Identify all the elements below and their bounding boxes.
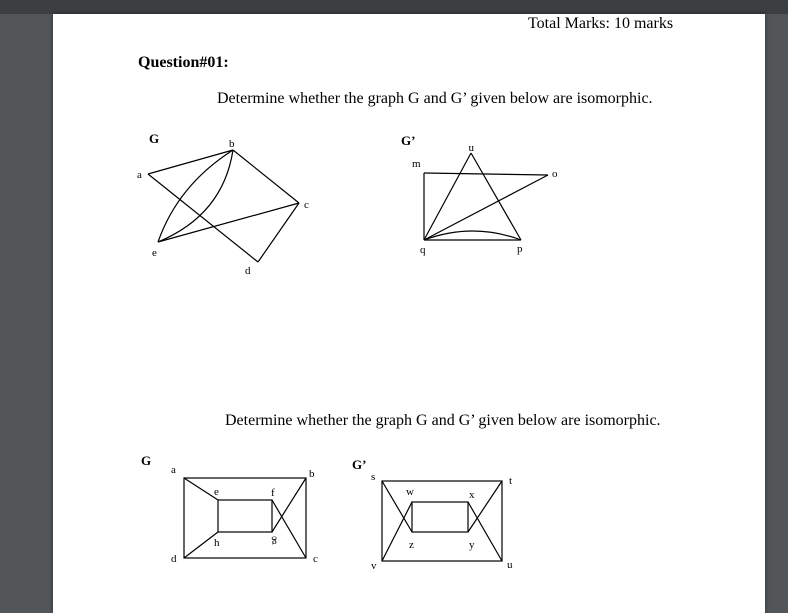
edge-n-p <box>471 153 521 240</box>
edge-v-w <box>382 502 412 561</box>
total-marks: Total Marks: 10 marks <box>528 15 674 32</box>
vertex-label-m: m <box>412 158 421 170</box>
vertex-label-t: t <box>509 475 513 487</box>
graph-title: G’ <box>352 457 367 472</box>
edge-c-d <box>258 203 299 262</box>
graph-title: G <box>141 453 152 468</box>
graph-title: G’ <box>401 133 416 148</box>
question-title: Question#01: <box>138 54 229 71</box>
edge-q-o <box>424 175 548 240</box>
graph-edges <box>424 153 548 240</box>
edge-c-e <box>158 203 299 242</box>
inner-rectangle <box>412 502 468 532</box>
edge-b-c <box>233 150 299 203</box>
vertex-label-e: e <box>152 247 157 259</box>
document-page <box>53 14 765 613</box>
graph-edges <box>382 481 502 561</box>
vertex-label-n: n <box>468 143 474 155</box>
edge-m-o <box>424 173 548 175</box>
graph-g-1 <box>133 130 333 280</box>
vertex-label-w: w <box>406 486 414 498</box>
vertex-label-h: h <box>214 537 220 549</box>
edge-b-g <box>272 478 306 532</box>
vertex-label-c: c <box>304 199 309 211</box>
vertex-label-b: b <box>229 138 235 150</box>
vertex-label-p: p <box>517 243 523 255</box>
vertex-label-s: s <box>371 471 376 483</box>
vertex-label-g: g <box>271 536 277 548</box>
vertex-label-d: d <box>245 265 251 277</box>
vertex-label-e: e <box>214 486 219 498</box>
graph-g-prime-2 <box>350 450 540 575</box>
vertex-label-u: u <box>507 559 513 571</box>
edge-b-e-2 <box>158 150 233 242</box>
vertex-label-q: q <box>420 244 426 256</box>
vertex-label-x: x <box>469 489 475 501</box>
outer-rectangle <box>382 481 502 561</box>
edge-u-x <box>468 502 502 561</box>
inner-rectangle <box>218 500 272 532</box>
graph-title: G <box>149 131 160 146</box>
vertex-label-f: f <box>271 487 275 499</box>
vertex-label-a: a <box>171 464 176 476</box>
edge-c-f <box>272 500 306 558</box>
graph-g-2 <box>138 450 328 570</box>
graph-g-prime-1 <box>398 130 578 280</box>
question-prompt-2: Determine whether the graph G and G’ given below are isomorphic. <box>225 412 661 429</box>
edge-d-h <box>184 532 218 558</box>
question-prompt-1: Determine whether the graph G and G’ given below are isomorphic. <box>217 90 653 107</box>
graph-edges <box>148 150 299 262</box>
vertex-label-y: y <box>469 539 475 551</box>
vertex-label-c: c <box>313 553 318 565</box>
viewer-toolbar <box>0 0 788 14</box>
vertex-label-z: z <box>409 539 414 551</box>
edge-a-d <box>148 174 258 262</box>
edge-a-e <box>184 478 218 500</box>
edge-b-e-1 <box>158 150 233 242</box>
vertex-label-v: v <box>371 560 377 572</box>
vertex-label-o: o <box>552 168 558 180</box>
graph-edges <box>184 478 306 558</box>
edge-a-b <box>148 150 233 174</box>
vertex-label-b: b <box>309 468 315 480</box>
vertex-label-d: d <box>171 553 177 565</box>
edge-n-q <box>424 153 471 240</box>
vertex-label-a: a <box>137 169 142 181</box>
